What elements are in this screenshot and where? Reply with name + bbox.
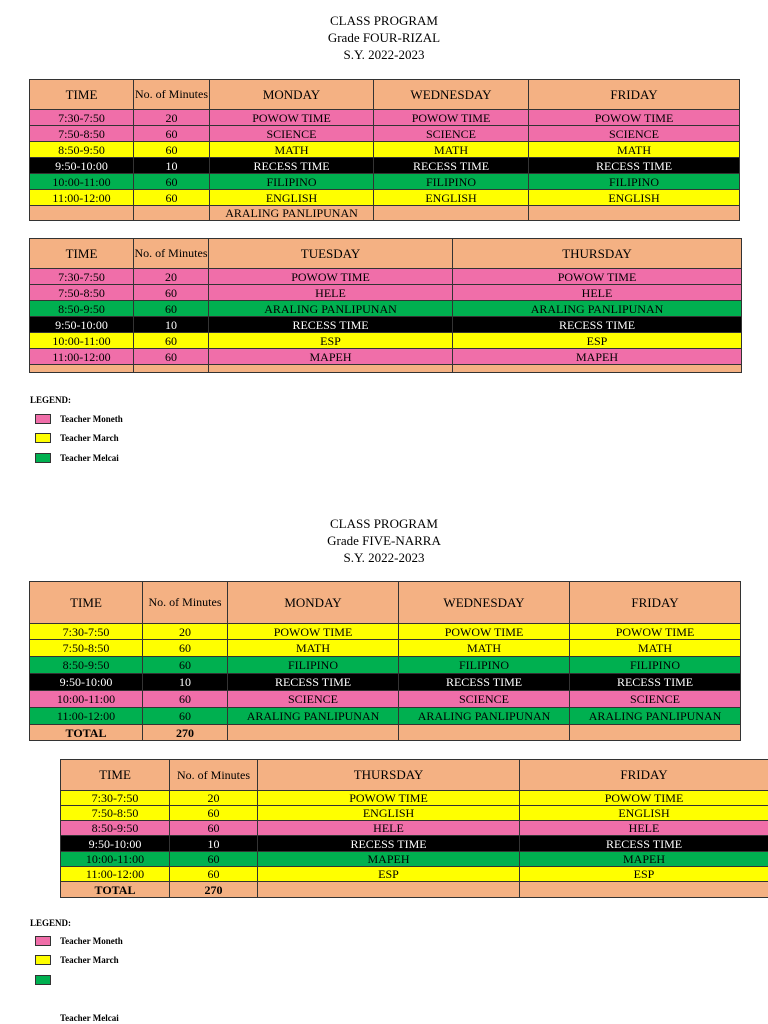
subject-cell bbox=[399, 725, 570, 741]
table-total-row bbox=[30, 725, 741, 741]
subject-cell: FILIPINO bbox=[210, 174, 374, 190]
legend-label: Teacher Melcai bbox=[60, 1013, 119, 1023]
time-cell bbox=[30, 206, 134, 221]
subject-cell: ENGLISH bbox=[258, 806, 520, 821]
minutes-cell: 60 bbox=[134, 142, 210, 158]
minutes-cell: 20 bbox=[170, 791, 258, 806]
legend-swatch-green bbox=[35, 975, 51, 985]
time-cell: 11:00-12:00 bbox=[30, 349, 134, 365]
table-total-row bbox=[61, 882, 768, 898]
header-cell: No. of Minutes bbox=[134, 239, 209, 269]
header-cell: No. of Minutes bbox=[170, 760, 258, 791]
minutes-cell: 60 bbox=[143, 640, 228, 657]
subject-cell: RECESS TIME bbox=[520, 836, 768, 852]
grade5-legend-title: LEGEND: bbox=[30, 918, 72, 928]
subject-cell: RECESS TIME bbox=[529, 158, 740, 174]
subject-cell: HELE bbox=[258, 821, 520, 836]
total-label-cell: TOTAL bbox=[30, 725, 143, 741]
subject-cell: ENGLISH bbox=[520, 806, 768, 821]
grade5-program-title: CLASS PROGRAM bbox=[329, 516, 438, 531]
subject-cell: POWOW TIME bbox=[210, 110, 374, 126]
minutes-cell: 60 bbox=[143, 691, 228, 708]
table-row bbox=[30, 674, 741, 691]
minutes-cell bbox=[134, 365, 209, 373]
header-cell: TIME bbox=[30, 80, 134, 110]
subject-cell: HELE bbox=[453, 285, 742, 301]
header-cell: TIME bbox=[30, 239, 134, 269]
grade4-mwf-table bbox=[29, 79, 740, 221]
grade5-school-year: S.Y. 2022-2023 bbox=[343, 550, 425, 565]
table-row bbox=[30, 285, 742, 301]
subject-cell: RECESS TIME bbox=[570, 674, 741, 691]
header-cell: No. of Minutes bbox=[134, 80, 210, 110]
time-cell: 7:50-8:50 bbox=[61, 806, 170, 821]
time-cell: 11:00-12:00 bbox=[30, 190, 134, 206]
table-row bbox=[30, 333, 742, 349]
minutes-cell: 20 bbox=[143, 624, 228, 640]
subject-cell: ENGLISH bbox=[374, 190, 529, 206]
time-cell: 10:00-11:00 bbox=[30, 174, 134, 190]
subject-cell: RECESS TIME bbox=[453, 317, 742, 333]
grade4-school-year: S.Y. 2022-2023 bbox=[343, 47, 425, 62]
total-label-cell: TOTAL bbox=[61, 882, 170, 898]
subject-cell bbox=[529, 206, 740, 221]
minutes-cell: 10 bbox=[143, 674, 228, 691]
time-cell: 8:50-9:50 bbox=[30, 301, 134, 317]
subject-cell: POWOW TIME bbox=[258, 791, 520, 806]
table-row bbox=[30, 365, 742, 373]
subject-cell: SCIENCE bbox=[570, 691, 741, 708]
time-cell: 11:00-12:00 bbox=[30, 708, 143, 725]
subject-cell: MAPEH bbox=[453, 349, 742, 365]
header-cell: THURSDAY bbox=[453, 239, 742, 269]
minutes-cell: 10 bbox=[134, 158, 210, 174]
subject-cell: ESP bbox=[209, 333, 453, 349]
minutes-cell: 60 bbox=[134, 190, 210, 206]
header-cell: TIME bbox=[30, 582, 143, 624]
table-row bbox=[61, 852, 768, 867]
time-cell: 8:50-9:50 bbox=[30, 657, 143, 674]
legend-swatch-yellow bbox=[35, 955, 51, 965]
header-cell: WEDNESDAY bbox=[399, 582, 570, 624]
subject-cell bbox=[520, 882, 768, 898]
table-row bbox=[30, 190, 740, 206]
minutes-cell: 10 bbox=[170, 836, 258, 852]
subject-cell: MATH bbox=[399, 640, 570, 657]
header-cell: FRIDAY bbox=[520, 760, 768, 791]
grade5-mwf-table bbox=[29, 581, 741, 741]
subject-cell: POWOW TIME bbox=[520, 791, 768, 806]
minutes-cell: 60 bbox=[170, 806, 258, 821]
header-cell: FRIDAY bbox=[529, 80, 740, 110]
minutes-cell bbox=[134, 206, 210, 221]
subject-cell: HELE bbox=[209, 285, 453, 301]
table-header-row bbox=[61, 760, 768, 791]
subject-cell: MATH bbox=[374, 142, 529, 158]
minutes-cell: 60 bbox=[134, 285, 209, 301]
time-cell: 10:00-11:00 bbox=[30, 333, 134, 349]
grade4-grade-label: Grade FOUR-RIZAL bbox=[327, 30, 441, 45]
legend-label: Teacher Moneth bbox=[60, 936, 123, 946]
minutes-cell: 60 bbox=[170, 867, 258, 882]
minutes-cell: 60 bbox=[143, 708, 228, 725]
subject-cell bbox=[570, 725, 741, 741]
subject-cell: RECESS TIME bbox=[374, 158, 529, 174]
table-row bbox=[30, 657, 741, 674]
table-row bbox=[30, 110, 740, 126]
time-cell: 9:50-10:00 bbox=[30, 674, 143, 691]
table-header-row bbox=[30, 582, 741, 624]
table-row bbox=[30, 708, 741, 725]
minutes-cell: 60 bbox=[134, 126, 210, 142]
minutes-cell: 60 bbox=[134, 349, 209, 365]
header-cell: MONDAY bbox=[228, 582, 399, 624]
subject-cell: ENGLISH bbox=[210, 190, 374, 206]
table-row bbox=[61, 821, 768, 836]
subject-cell: FILIPINO bbox=[399, 657, 570, 674]
subject-cell: MAPEH bbox=[520, 852, 768, 867]
header-cell: No. of Minutes bbox=[143, 582, 228, 624]
subject-cell: ESP bbox=[520, 867, 768, 882]
time-cell: 8:50-9:50 bbox=[61, 821, 170, 836]
subject-cell: FILIPINO bbox=[374, 174, 529, 190]
subject-cell: MATH bbox=[210, 142, 374, 158]
table-row bbox=[30, 691, 741, 708]
subject-cell: ARALING PANLIPUNAN bbox=[210, 206, 374, 221]
legend-label: Teacher Melcai bbox=[60, 453, 119, 463]
total-minutes-cell: 270 bbox=[143, 725, 228, 741]
minutes-cell: 20 bbox=[134, 269, 209, 285]
table-row bbox=[30, 301, 742, 317]
minutes-cell: 60 bbox=[134, 174, 210, 190]
header-cell: THURSDAY bbox=[258, 760, 520, 791]
time-cell: 7:50-8:50 bbox=[30, 285, 134, 301]
table-row bbox=[61, 791, 768, 806]
subject-cell: ARALING PANLIPUNAN bbox=[399, 708, 570, 725]
table-row bbox=[30, 640, 741, 657]
table-row bbox=[61, 836, 768, 852]
subject-cell bbox=[453, 365, 742, 373]
table-row bbox=[30, 174, 740, 190]
subject-cell: FILIPINO bbox=[570, 657, 741, 674]
time-cell bbox=[30, 365, 134, 373]
subject-cell: MATH bbox=[529, 142, 740, 158]
subject-cell: SCIENCE bbox=[399, 691, 570, 708]
subject-cell bbox=[228, 725, 399, 741]
legend-swatch-pink bbox=[35, 936, 51, 946]
subject-cell bbox=[209, 365, 453, 373]
subject-cell: POWOW TIME bbox=[209, 269, 453, 285]
table-header-row bbox=[30, 239, 742, 269]
subject-cell: MAPEH bbox=[209, 349, 453, 365]
subject-cell: SCIENCE bbox=[529, 126, 740, 142]
table-row bbox=[61, 806, 768, 821]
legend-swatch-pink bbox=[35, 414, 51, 424]
subject-cell: RECESS TIME bbox=[228, 674, 399, 691]
legend-label: Teacher March bbox=[60, 955, 119, 965]
subject-cell: FILIPINO bbox=[529, 174, 740, 190]
subject-cell bbox=[258, 882, 520, 898]
header-cell: FRIDAY bbox=[570, 582, 741, 624]
header-cell: WEDNESDAY bbox=[374, 80, 529, 110]
legend-swatch-yellow bbox=[35, 433, 51, 443]
table-row bbox=[30, 158, 740, 174]
subject-cell: RECESS TIME bbox=[258, 836, 520, 852]
subject-cell: HELE bbox=[520, 821, 768, 836]
subject-cell: POWOW TIME bbox=[399, 624, 570, 640]
subject-cell: ESP bbox=[258, 867, 520, 882]
subject-cell: ARALING PANLIPUNAN bbox=[228, 708, 399, 725]
time-cell: 7:30-7:50 bbox=[30, 269, 134, 285]
subject-cell: ESP bbox=[453, 333, 742, 349]
time-cell: 7:30-7:50 bbox=[30, 624, 143, 640]
subject-cell: POWOW TIME bbox=[374, 110, 529, 126]
grade5-second-table bbox=[60, 759, 768, 898]
minutes-cell: 60 bbox=[134, 333, 209, 349]
time-cell: 10:00-11:00 bbox=[61, 852, 170, 867]
time-cell: 7:30-7:50 bbox=[30, 110, 134, 126]
time-cell: 9:50-10:00 bbox=[61, 836, 170, 852]
total-minutes-cell: 270 bbox=[170, 882, 258, 898]
time-cell: 9:50-10:00 bbox=[30, 317, 134, 333]
minutes-cell: 60 bbox=[143, 657, 228, 674]
subject-cell: SCIENCE bbox=[374, 126, 529, 142]
time-cell: 7:30-7:50 bbox=[61, 791, 170, 806]
subject-cell: FILIPINO bbox=[228, 657, 399, 674]
time-cell: 11:00-12:00 bbox=[61, 867, 170, 882]
minutes-cell: 20 bbox=[134, 110, 210, 126]
grade5-grade-label: Grade FIVE-NARRA bbox=[327, 533, 441, 548]
minutes-cell: 60 bbox=[170, 821, 258, 836]
table-row bbox=[30, 269, 742, 285]
table-row bbox=[61, 867, 768, 882]
table-row bbox=[30, 142, 740, 158]
time-cell: 10:00-11:00 bbox=[30, 691, 143, 708]
subject-cell: ENGLISH bbox=[529, 190, 740, 206]
subject-cell: ARALING PANLIPUNAN bbox=[209, 301, 453, 317]
subject-cell: MATH bbox=[570, 640, 741, 657]
legend-label: Teacher March bbox=[60, 433, 119, 443]
table-row bbox=[30, 349, 742, 365]
subject-cell: ARALING PANLIPUNAN bbox=[570, 708, 741, 725]
time-cell: 8:50-9:50 bbox=[30, 142, 134, 158]
time-cell: 7:50-8:50 bbox=[30, 126, 134, 142]
subject-cell: RECESS TIME bbox=[399, 674, 570, 691]
grade4-tth-table bbox=[29, 238, 742, 373]
time-cell: 9:50-10:00 bbox=[30, 158, 134, 174]
table-row bbox=[30, 126, 740, 142]
time-cell: 7:50-8:50 bbox=[30, 640, 143, 657]
subject-cell: SCIENCE bbox=[228, 691, 399, 708]
subject-cell: POWOW TIME bbox=[570, 624, 741, 640]
grade4-legend-title: LEGEND: bbox=[30, 395, 72, 405]
subject-cell: POWOW TIME bbox=[228, 624, 399, 640]
minutes-cell: 10 bbox=[134, 317, 209, 333]
header-cell: TUESDAY bbox=[209, 239, 453, 269]
subject-cell: POWOW TIME bbox=[529, 110, 740, 126]
subject-cell: RECESS TIME bbox=[209, 317, 453, 333]
table-row bbox=[30, 206, 740, 221]
minutes-cell: 60 bbox=[170, 852, 258, 867]
legend-label: Teacher Moneth bbox=[60, 414, 123, 424]
subject-cell: ARALING PANLIPUNAN bbox=[453, 301, 742, 317]
minutes-cell: 60 bbox=[134, 301, 209, 317]
subject-cell: POWOW TIME bbox=[453, 269, 742, 285]
grade4-program-title: CLASS PROGRAM bbox=[329, 13, 438, 28]
header-cell: MONDAY bbox=[210, 80, 374, 110]
table-row bbox=[30, 317, 742, 333]
subject-cell bbox=[374, 206, 529, 221]
table-row bbox=[30, 624, 741, 640]
legend-swatch-green bbox=[35, 453, 51, 463]
subject-cell: MAPEH bbox=[258, 852, 520, 867]
subject-cell: RECESS TIME bbox=[210, 158, 374, 174]
table-header-row bbox=[30, 80, 740, 110]
subject-cell: SCIENCE bbox=[210, 126, 374, 142]
subject-cell: MATH bbox=[228, 640, 399, 657]
header-cell: TIME bbox=[61, 760, 170, 791]
